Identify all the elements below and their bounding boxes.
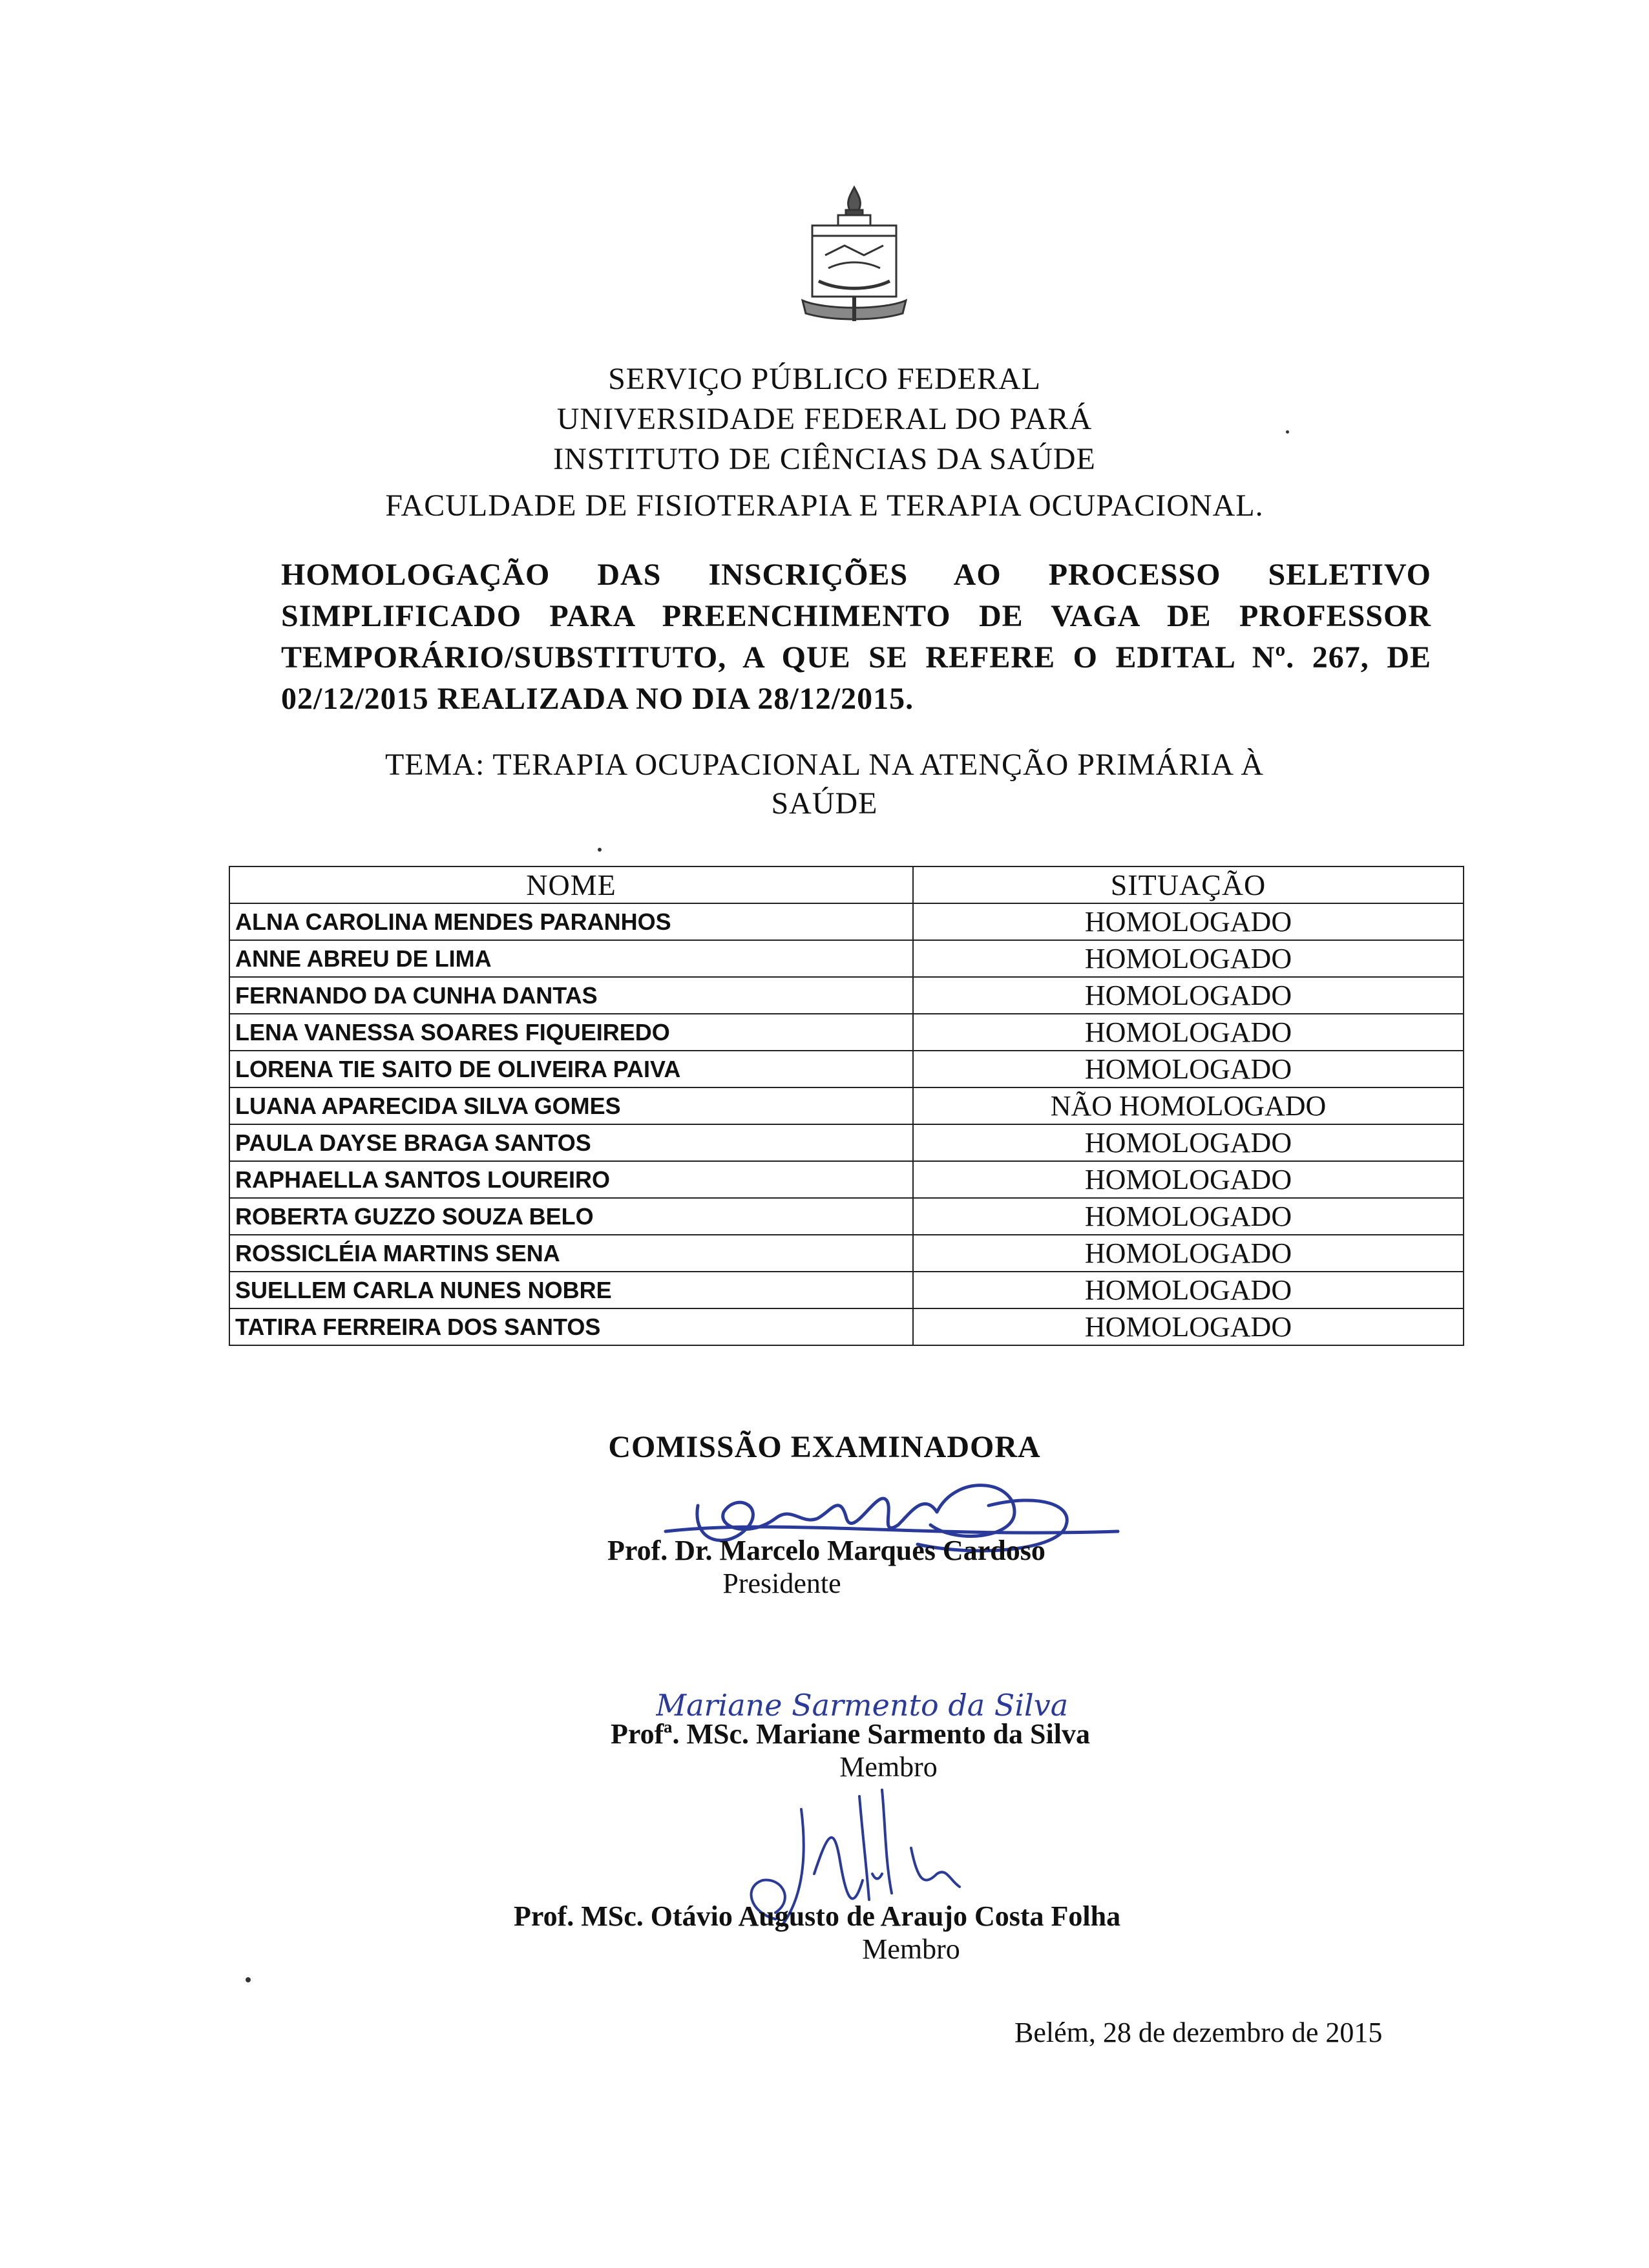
handwritten-name: Mariane Sarmento da Silva [656,1688,1069,1723]
candidate-name: PAULA DAYSE BRAGA SANTOS [229,1124,913,1161]
table-row [229,1272,1464,1308]
tema-line-2: SAÚDE [771,786,878,821]
column-header-nome: NOME [229,866,913,903]
table-row [229,1308,1464,1345]
candidate-status: HOMOLOGADO [913,1051,1464,1087]
member-name: Prof. Dr. Marcelo Marques Cardoso [607,1535,1045,1566]
candidate-name: ROBERTA GUZZO SOUZA BELO [229,1198,913,1235]
header-line-2: UNIVERSIDADE FEDERAL DO PARÁ [556,402,1093,436]
scan-speck [246,1977,251,1982]
header-line-1: SERVIÇO PÚBLICO FEDERAL [608,362,1041,396]
results-table [229,866,1464,1346]
table-row [229,1161,1464,1198]
candidate-name: LORENA TIE SAITO DE OLIVEIRA PAIVA [229,1051,913,1087]
header-line-3: INSTITUTO DE CIÊNCIAS DA SAÚDE [553,442,1096,476]
member-name: Profª. MSc. Mariane Sarmento da Silva [611,1718,1090,1750]
university-crest-icon [799,184,909,323]
candidate-status: NÃO HOMOLOGADO [913,1087,1464,1124]
tema-line-1: TEMA: TERAPIA OCUPACIONAL NA ATENÇÃO PRIMÁRIA À [384,748,1265,782]
table-row [229,940,1464,977]
scan-speck [1286,430,1289,434]
table-row [229,1051,1464,1087]
candidate-name: SUELLEM CARLA NUNES NOBRE [229,1272,913,1308]
candidate-status: HOMOLOGADO [913,1124,1464,1161]
member-role: Membro [862,1933,960,1965]
member-role: Membro [839,1751,938,1783]
scan-speck [598,848,602,852]
table-row [229,903,1464,940]
table-header-row [229,866,1464,903]
candidate-status: HOMOLOGADO [913,1198,1464,1235]
document-date: Belém, 28 de dezembro de 2015 [1014,2017,1383,2048]
candidate-status: HOMOLOGADO [913,1235,1464,1272]
table-row [229,1124,1464,1161]
candidate-name: LENA VANESSA SOARES FIQUEIREDO [229,1014,913,1051]
member-2 [611,1717,1128,1783]
member-role: Presidente [722,1568,841,1599]
candidate-status: HOMOLOGADO [913,1161,1464,1198]
candidate-name: TATIRA FERREIRA DOS SANTOS [229,1308,913,1345]
table-row [229,1235,1464,1272]
candidate-status: HOMOLOGADO [913,1272,1464,1308]
candidate-name: FERNANDO DA CUNHA DANTAS [229,977,913,1014]
candidate-name: ROSSICLÉIA MARTINS SENA [229,1235,913,1272]
candidate-status: HOMOLOGADO [913,940,1464,977]
commission-title: COMISSÃO EXAMINADORA [608,1430,1041,1464]
member-name: Prof. MSc. Otávio Augusto de Araujo Costa Folha [514,1900,1121,1932]
candidate-status: HOMOLOGADO [913,977,1464,1014]
table-row [229,1198,1464,1235]
header-line-4: FACULDADE DE FISIOTERAPIA E TERAPIA OCUPACIONAL. [385,488,1264,523]
member-president [607,1534,1124,1600]
candidate-status: HOMOLOGADO [913,1014,1464,1051]
candidate-name: ANNE ABREU DE LIMA [229,940,913,977]
candidate-status: HOMOLOGADO [913,903,1464,940]
column-header-situacao: SITUAÇÃO [913,866,1464,903]
candidate-name: RAPHAELLA SANTOS LOUREIRO [229,1161,913,1198]
table-row [229,1014,1464,1051]
institution-header [0,359,1649,526]
candidate-status: HOMOLOGADO [913,1308,1464,1345]
table-row [229,1087,1464,1124]
candidate-name: ALNA CAROLINA MENDES PARANHOS [229,903,913,940]
candidate-name: LUANA APARECIDA SILVA GOMES [229,1087,913,1124]
member-3 [514,1900,1237,1966]
document-title: HOMOLOGAÇÃO DAS INSCRIÇÕES AO PROCESSO SELETIVO SIMPLIFICADO PARA PREENCHIMENTO DE VAGA DE PROFESSOR TEMPORÁRIO/SUBSTITUTO, A QUE SE REFERE O EDITAL Nº. 267, DE 02/12/2015 REALIZADA NO DIA 28/12/2015. [281,558,1431,716]
tema-heading [0,746,1649,823]
table-row [229,977,1464,1014]
